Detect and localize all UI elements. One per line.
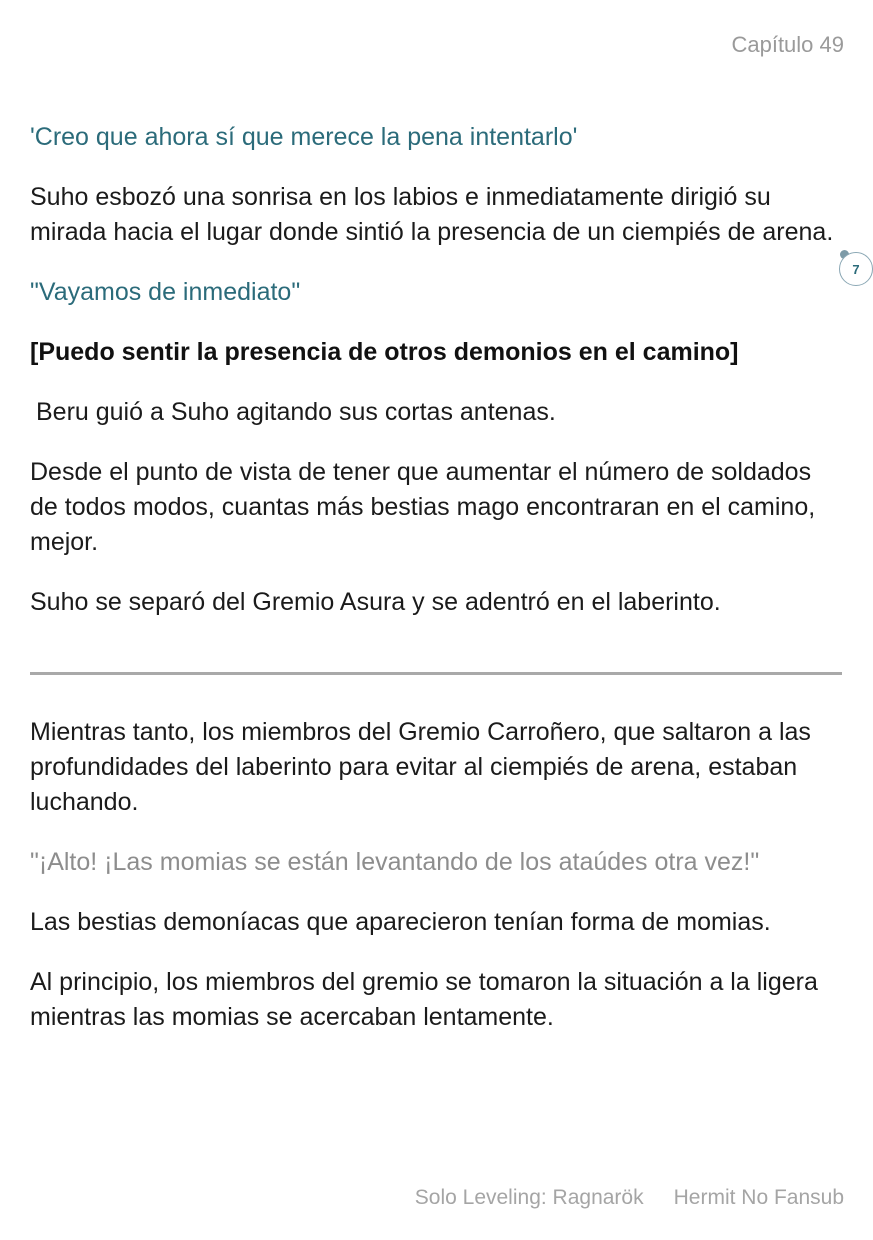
chapter-title: Capítulo 49 — [731, 32, 844, 57]
dialogue-shout: "¡Alto! ¡Las momias se están levantando de los ataúdes otra vez!" — [30, 848, 760, 876]
narration-paragraph: Mientras tanto, los miembros del Gremio Carroñero, que saltaron a las profundidades del laberinto para evitar al ciempiés de arena, estaban luchando. — [30, 718, 811, 816]
chapter-content — [30, 120, 842, 1060]
narration-paragraph: Al principio, los miembros del gremio se tomaron la situación a la ligera mientras las momias se acercaban lentamente. — [30, 968, 818, 1031]
system-message: [Puedo sentir la presencia de otros demonios en el camino] — [30, 338, 739, 366]
narration-paragraph: Las bestias demoníacas que aparecieron tenían forma de momias. — [30, 908, 771, 936]
footer-group-name: Hermit No Fansub — [673, 1186, 844, 1209]
page-footer — [415, 1186, 844, 1210]
narration-paragraph: Suho esbozó una sonrisa en los labios e inmediatamente dirigió su mirada hacia el lugar donde sintió la presencia de un ciempiés de arena. — [30, 183, 834, 246]
dialogue-line: "Vayamos de inmediato" — [30, 278, 301, 306]
footer-series-title: Solo Leveling: Ragnarök — [414, 1186, 644, 1209]
dialogue-thought: 'Creo que ahora sí que merece la pena intentarlo' — [30, 123, 578, 151]
scene-divider — [30, 672, 842, 675]
narration-paragraph: Desde el punto de vista de tener que aumentar el número de soldados de todos modos, cuantas más bestias mago encontraran en el camino, mejor. — [30, 458, 816, 556]
footnote-badge[interactable]: 7 — [839, 252, 873, 286]
narration-paragraph: Suho se separó del Gremio Asura y se adentró en el laberinto. — [30, 588, 721, 616]
narration-paragraph: Beru guió a Suho agitando sus cortas antenas. — [36, 398, 556, 426]
